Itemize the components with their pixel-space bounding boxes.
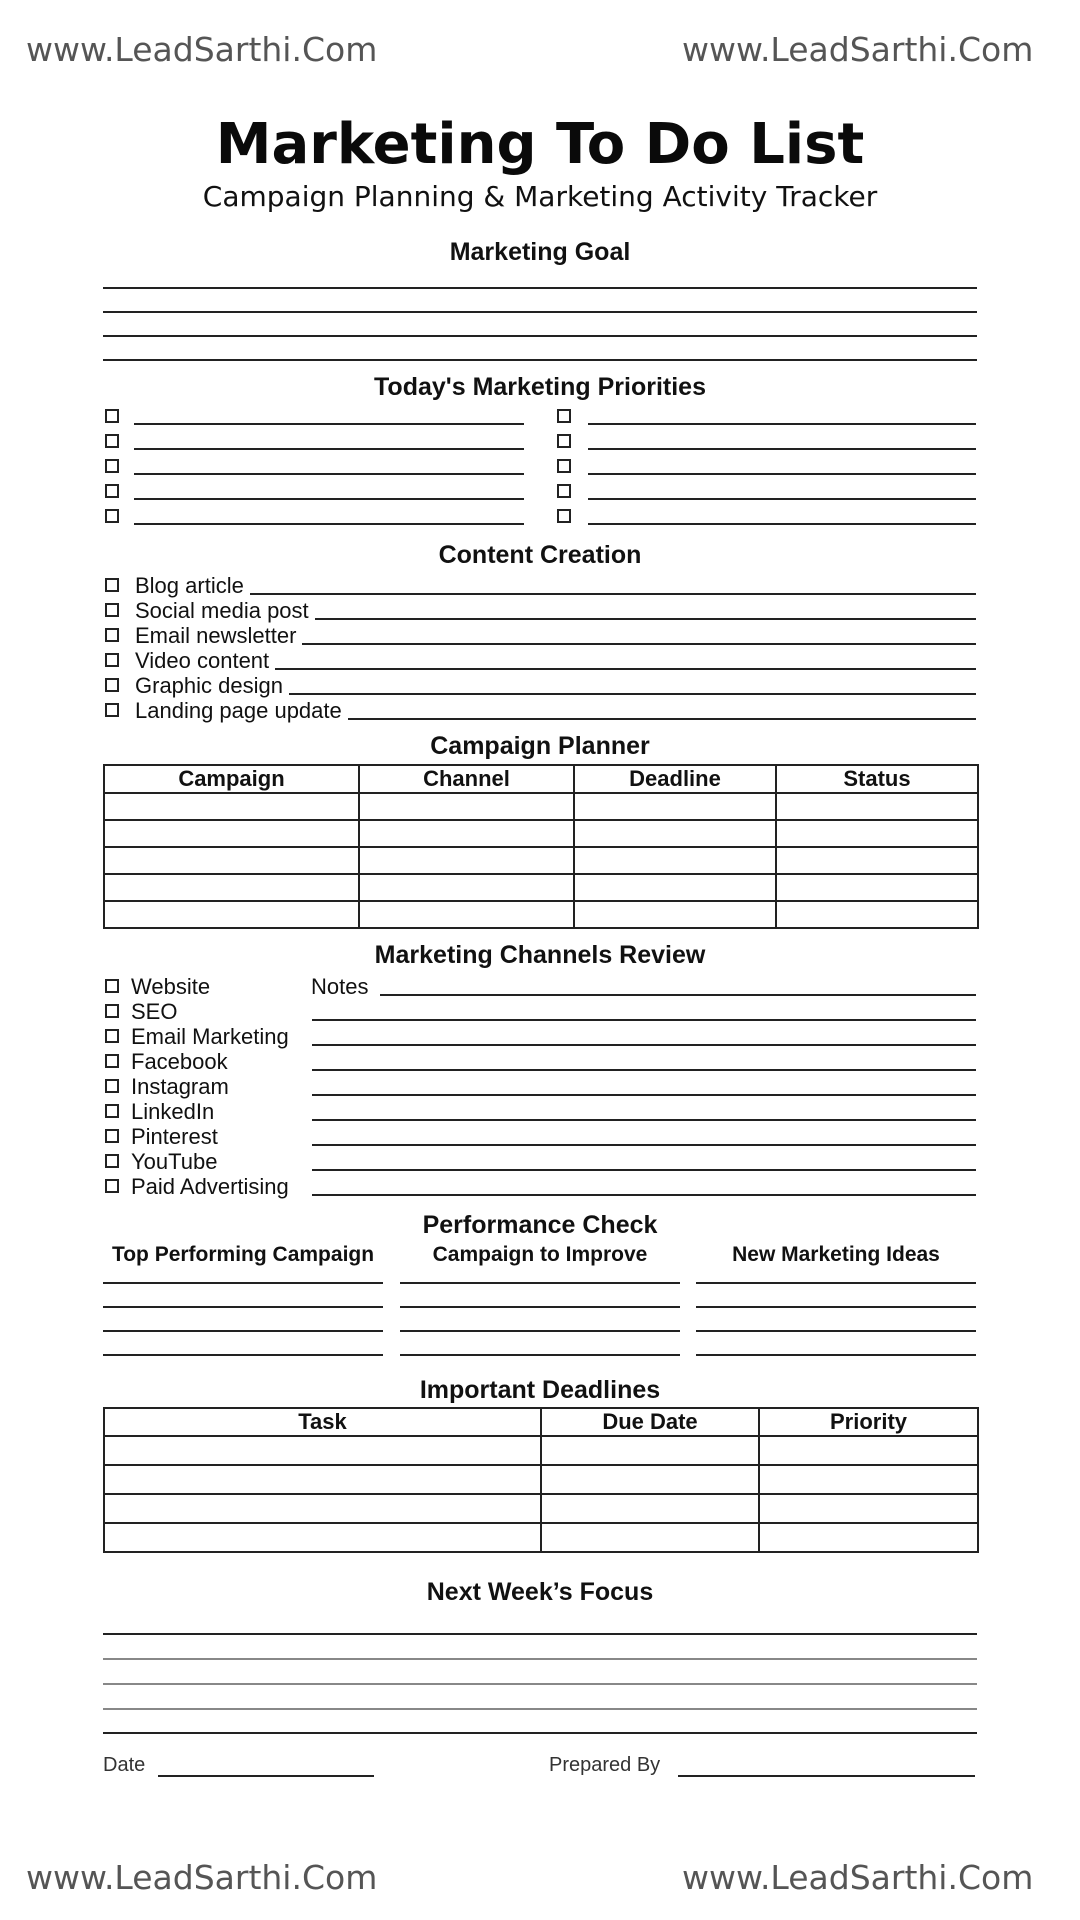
campaign-table-cell[interactable] [776,820,978,847]
campaign-table-cell[interactable] [359,847,574,874]
prepared-by-label: Prepared By [549,1754,661,1776]
campaign-table-cell[interactable] [104,847,359,874]
watermark-top-right: www.LeadSarthi.Com [682,30,1034,69]
watermark-top-left: www.LeadSarthi.Com [26,30,378,69]
performance-line [400,1354,680,1356]
campaign-table-cell[interactable] [574,793,776,820]
content-item-line [315,618,976,620]
channel-checkbox[interactable] [105,1179,119,1193]
priority-checkbox[interactable] [557,459,571,473]
campaign-table-header-deadline: Deadline [574,765,776,793]
channel-label: Facebook [131,1049,228,1074]
column-new-marketing-ideas: New Marketing Ideas [732,1243,940,1266]
campaign-table-cell[interactable] [776,847,978,874]
campaign-table-cell[interactable] [359,820,574,847]
deadlines-table [103,1407,979,1553]
section-title-marketing-goal: Marketing Goal [449,238,631,266]
next-week-line [103,1708,977,1710]
channel-checkbox[interactable] [105,1054,119,1068]
channel-label: YouTube [131,1149,218,1174]
campaign-table-header-status: Status [776,765,978,793]
channel-label: LinkedIn [131,1099,215,1124]
campaign-table-cell[interactable] [776,901,978,928]
channel-checkbox[interactable] [105,1004,119,1018]
goal-line [103,335,977,337]
channel-notes-line [312,1069,976,1071]
channel-checkbox[interactable] [105,1154,119,1168]
channel-notes-line [312,1144,976,1146]
page-subtitle: Campaign Planning & Marketing Activity Tracker [202,180,878,213]
deadlines-table-cell[interactable] [541,1465,759,1494]
goal-line [103,311,977,313]
goal-line [103,359,977,361]
prepared-by-line [678,1775,975,1777]
goal-line [103,287,977,289]
priority-line [588,498,976,500]
deadlines-table-cell[interactable] [759,1494,978,1523]
priority-line [134,473,524,475]
performance-line [696,1282,976,1284]
column-top-performing-campaign: Top Performing Campaign [111,1243,375,1266]
section-title-campaign-planner: Campaign Planner [430,732,650,760]
deadlines-table-row [104,1494,978,1523]
next-week-line [103,1732,977,1734]
performance-line [103,1282,383,1284]
campaign-table-cell[interactable] [104,793,359,820]
content-checkbox[interactable] [105,678,119,692]
content-checkbox[interactable] [105,703,119,717]
content-item-label: Video content [135,648,270,673]
campaign-table-cell[interactable] [104,874,359,901]
performance-line [696,1330,976,1332]
channel-notes-line [312,1194,976,1196]
priority-checkbox[interactable] [557,484,571,498]
priority-line [588,473,976,475]
content-item-label: Email newsletter [135,623,297,648]
priority-checkbox[interactable] [105,459,119,473]
priority-line [588,448,976,450]
performance-line [400,1330,680,1332]
priority-checkbox[interactable] [557,409,571,423]
channel-label: Pinterest [131,1124,218,1149]
content-item-line [348,718,976,720]
campaign-table-cell[interactable] [574,820,776,847]
channel-checkbox[interactable] [105,1079,119,1093]
channel-label: SEO [131,999,178,1024]
campaign-table-cell[interactable] [776,874,978,901]
next-week-line [103,1633,977,1635]
deadlines-table-cell[interactable] [541,1523,759,1552]
page-title: Marketing To Do List [215,112,865,177]
priority-checkbox[interactable] [105,434,119,448]
watermark-bottom-right: www.LeadSarthi.Com [682,1858,1034,1897]
watermark-bottom-left: www.LeadSarthi.Com [26,1858,378,1897]
content-checkbox[interactable] [105,603,119,617]
priority-line [588,523,976,525]
performance-line [696,1306,976,1308]
campaign-table-cell[interactable] [359,874,574,901]
channel-checkbox[interactable] [105,1129,119,1143]
priority-line [134,423,524,425]
campaign-table-cell[interactable] [359,793,574,820]
deadlines-table-cell[interactable] [104,1494,541,1523]
section-title-performance-check: Performance Check [422,1211,658,1239]
next-week-line [103,1683,977,1685]
content-item-label: Landing page update [135,698,342,723]
deadlines-table-cell[interactable] [759,1523,978,1552]
content-item-label: Social media post [135,598,309,623]
priority-line [134,448,524,450]
campaign-table-row [104,820,978,847]
priority-checkbox[interactable] [105,409,119,423]
campaign-table-cell[interactable] [359,901,574,928]
campaign-planner-table [103,764,979,929]
content-checkbox[interactable] [105,628,119,642]
priority-checkbox[interactable] [557,509,571,523]
content-item-line [289,693,976,695]
channel-checkbox[interactable] [105,1029,119,1043]
channel-label: Instagram [131,1074,229,1099]
performance-line [400,1282,680,1284]
next-week-line [103,1658,977,1660]
campaign-table-cell[interactable] [574,874,776,901]
performance-line [103,1330,383,1332]
content-checkbox[interactable] [105,578,119,592]
deadlines-table-cell[interactable] [104,1436,541,1465]
deadlines-table-row [104,1523,978,1552]
channel-label: Website [131,974,211,999]
deadlines-table-cell[interactable] [541,1494,759,1523]
performance-line [103,1306,383,1308]
date-line [158,1775,374,1777]
campaign-table-cell[interactable] [574,847,776,874]
channel-notes-line [312,1019,976,1021]
performance-line [103,1354,383,1356]
channel-notes-line [312,1169,976,1171]
campaign-table-cell[interactable] [104,901,359,928]
campaign-table-cell[interactable] [574,901,776,928]
channel-notes-line [312,1094,976,1096]
performance-line [400,1306,680,1308]
channel-notes-line [312,1044,976,1046]
content-item-label: Blog article [135,573,244,598]
channel-notes-line [380,994,976,996]
campaign-table-header-campaign: Campaign [104,765,359,793]
content-item-line [250,593,976,595]
channel-label: Paid Advertising [131,1174,289,1199]
notes-label: Notes [311,974,369,999]
deadlines-table-cell[interactable] [759,1436,978,1465]
content-checkbox[interactable] [105,653,119,667]
deadlines-table-cell[interactable] [759,1465,978,1494]
content-item-label: Graphic design [135,673,283,698]
deadlines-table-row [104,1465,978,1494]
section-title-content-creation: Content Creation [438,541,642,569]
campaign-table-cell[interactable] [104,820,359,847]
campaign-table-row [104,874,978,901]
priority-line [134,523,524,525]
section-title-channels-review: Marketing Channels Review [374,941,706,969]
deadlines-table-cell[interactable] [104,1523,541,1552]
priority-checkbox[interactable] [105,484,119,498]
channel-notes-line [312,1119,976,1121]
section-title-important-deadlines: Important Deadlines [419,1376,661,1404]
channel-label: Email Marketing [131,1024,289,1049]
channel-checkbox[interactable] [105,1104,119,1118]
campaign-table-row [104,793,978,820]
deadlines-table-cell[interactable] [104,1465,541,1494]
campaign-table-header-channel: Channel [359,765,574,793]
section-title-next-week-focus: Next Week’s Focus [426,1578,654,1606]
channel-checkbox[interactable] [105,979,119,993]
priority-checkbox[interactable] [105,509,119,523]
deadlines-header-due-date: Due Date [541,1408,759,1436]
priority-line [134,498,524,500]
deadlines-header-task: Task [104,1408,541,1436]
campaign-table-row [104,847,978,874]
deadlines-table-cell[interactable] [541,1436,759,1465]
column-campaign-to-improve: Campaign to Improve [432,1243,648,1266]
section-title-priorities: Today's Marketing Priorities [374,373,706,401]
date-label: Date [103,1754,146,1776]
content-item-line [275,668,976,670]
deadlines-header-priority: Priority [759,1408,978,1436]
priority-line [588,423,976,425]
deadlines-table-row [104,1436,978,1465]
campaign-table-cell[interactable] [776,793,978,820]
content-item-line [302,643,976,645]
priority-checkbox[interactable] [557,434,571,448]
performance-line [696,1354,976,1356]
campaign-table-row [104,901,978,928]
